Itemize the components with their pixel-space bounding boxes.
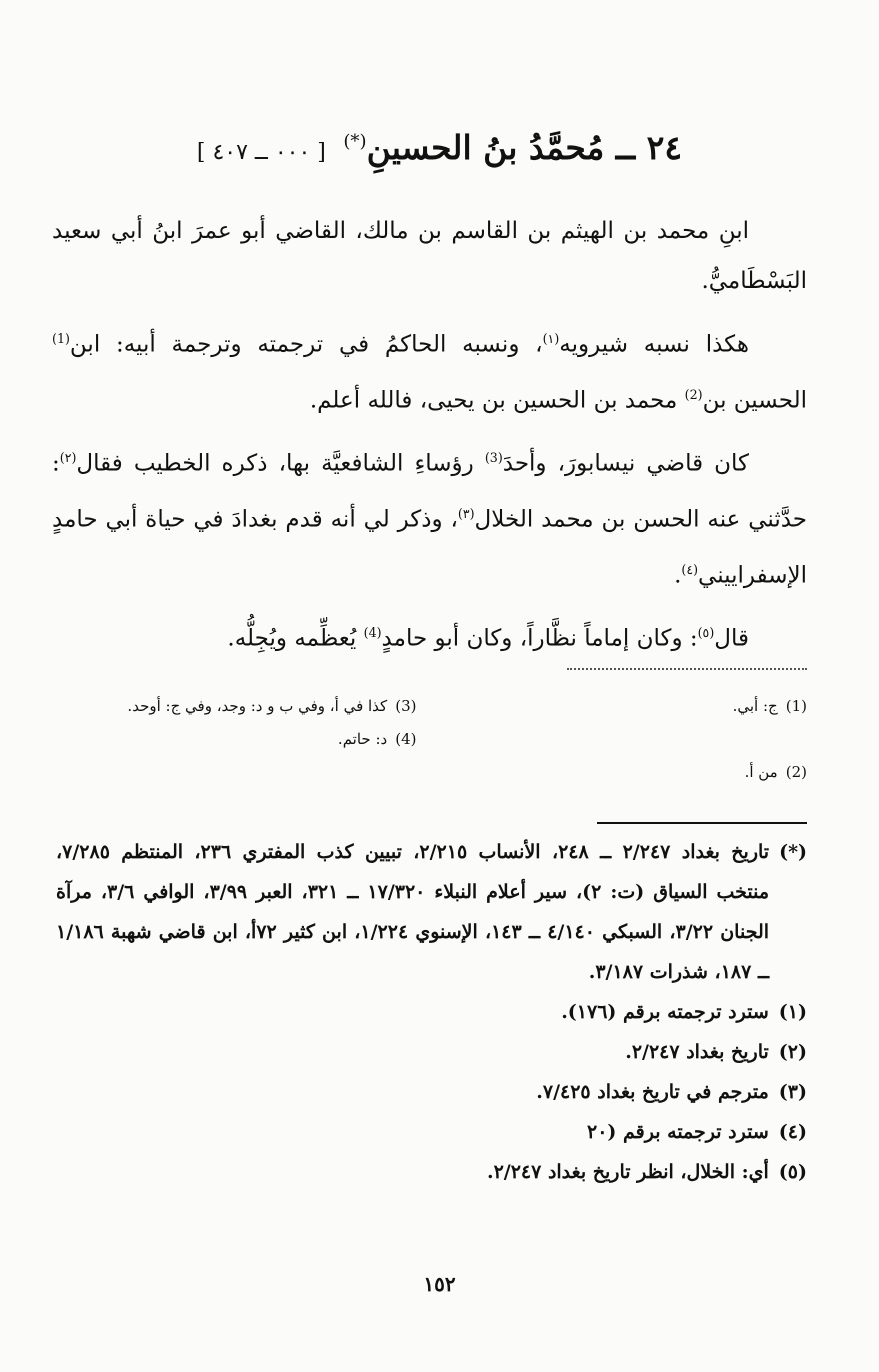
footnote-ref: (1)	[52, 331, 70, 346]
page-number: ١٥٢	[423, 1272, 456, 1296]
footnote-ref: (2)	[684, 386, 703, 402]
text-span: : حدَّثني عنه الحسن بن محمد الخلال	[52, 450, 808, 533]
note-number: (1)	[785, 697, 807, 715]
note-number: (2)	[785, 763, 807, 781]
paragraph-2	[52, 314, 807, 425]
reference-footnotes	[56, 832, 807, 1192]
footnote-ref: (٣)	[457, 505, 475, 521]
footnote-ref: (٥)	[697, 625, 715, 641]
variant-column-left	[56, 690, 416, 756]
note-number: (3)	[395, 697, 417, 715]
sources-note	[56, 832, 807, 992]
reference-note	[56, 1072, 807, 1112]
text-span: قال	[714, 625, 749, 652]
variant-note	[56, 723, 416, 756]
variant-column-right	[447, 690, 807, 789]
note-number: (٢)	[778, 1041, 807, 1063]
note-text: مترجم في تاريخ بغداد ٧/٤٢٥.	[536, 1081, 769, 1103]
note-number: (٤)	[778, 1121, 807, 1143]
note-text: ج: أبي.	[732, 697, 778, 715]
paragraph-3	[52, 433, 807, 600]
paragraph-1: ابنِ محمد بن الهيثم بن القاسم بن مالك، القاضي أبو عمرَ ابنُ أبي سعيد البَسْطَاميُّ.	[52, 218, 807, 294]
reference-note	[56, 992, 807, 1032]
footnote-ref: (١)	[542, 331, 560, 346]
title-footnote-mark: (*)	[343, 131, 367, 152]
footnote-ref: (4)	[363, 625, 382, 641]
text-span: : وكان إماماً نظَّاراً، وكان أبو حامدٍ	[381, 625, 698, 652]
dotted-divider	[567, 668, 807, 670]
footnote-ref: (3)	[484, 450, 503, 466]
main-text	[52, 206, 807, 672]
text-span: .	[674, 562, 682, 589]
text-span: ، ونسبه الحاكمُ في ترجمته وترجمة أبيه: ابن	[69, 331, 543, 358]
note-number: (*)	[779, 841, 807, 863]
note-number: (٥)	[778, 1161, 807, 1183]
text-span: محمد بن الحسين بن يحيى، فالله أعلم.	[309, 387, 685, 414]
variant-note	[56, 690, 416, 723]
note-number: (4)	[395, 730, 417, 748]
reference-note	[56, 1112, 807, 1152]
paragraph-4	[52, 608, 807, 664]
note-number: (٣)	[778, 1081, 807, 1103]
note-number: (١)	[778, 1001, 807, 1023]
footnote-separator	[597, 822, 807, 824]
entry-title	[60, 118, 819, 177]
variant-note	[447, 690, 807, 723]
text-span: كان قاضي نيسابورَ، وأحدَ	[502, 450, 749, 477]
note-text: من أ.	[744, 763, 778, 781]
note-text: د: حاتم.	[337, 730, 388, 748]
text-span: الحسين بن	[702, 387, 807, 414]
note-text: سترد ترجمته برقم (٢٠	[587, 1121, 769, 1143]
entry-title-text: ٢٤ ــ مُحمَّدُ بنُ الحسينِ	[366, 128, 683, 167]
text-span: هكذا نسبه شيرويه	[559, 331, 749, 358]
note-text: تاريخ بغداد ٢/٢٤٧ ــ ٢٤٨، الأنساب ٢/٢١٥، تبيين كذب المفتري ٢٣٦، المنتظم ٧/٢٨٥، منتخب السياق (ت: ٢)، سير أعلام النبلاء ١٧/٣٢٠ ــ ٣٢١، العبر ٣/٩٩، الوافي ٣/٦، مرآة الجنان ٣/٢٢، السبكي ٤/١٤٠ ــ ١٤٣، الإسنوي ١/٢٢٤، ابن كثير ٧٢أ، ابن قاضي شهبة ١/١٨٦ ــ ١٨٧، شذرات ٣/١٨٧.	[56, 841, 770, 983]
variant-note	[447, 756, 807, 789]
text-span: ، وذكر لي أنه قدم بغدادَ في حياة أبي حامدٍ الإسفراييني	[52, 506, 807, 589]
note-text: تاريخ بغداد ٢/٢٤٧.	[625, 1041, 769, 1063]
date-range: [ ٠٠٠ ــ ٤٠٧ ]	[196, 140, 326, 165]
footnote-ref: (٤)	[681, 561, 699, 577]
reference-note	[56, 1152, 807, 1192]
text-span: رؤساءِ الشافعيَّة بها، ذكره الخطيب فقال	[76, 450, 485, 477]
note-text: سترد ترجمته برقم (١٧٦).	[561, 1001, 769, 1023]
note-text: أي: الخلال، انظر تاريخ بغداد ٢/٢٤٧.	[486, 1161, 769, 1183]
footnote-ref: (٢)	[59, 450, 77, 466]
reference-note	[56, 1032, 807, 1072]
note-text: كذا في أ، وفي ب و د: وجد، وفي ج: أوحد.	[127, 697, 388, 715]
text-span: يُعظِّمه ويُجِلُّه.	[227, 625, 364, 652]
